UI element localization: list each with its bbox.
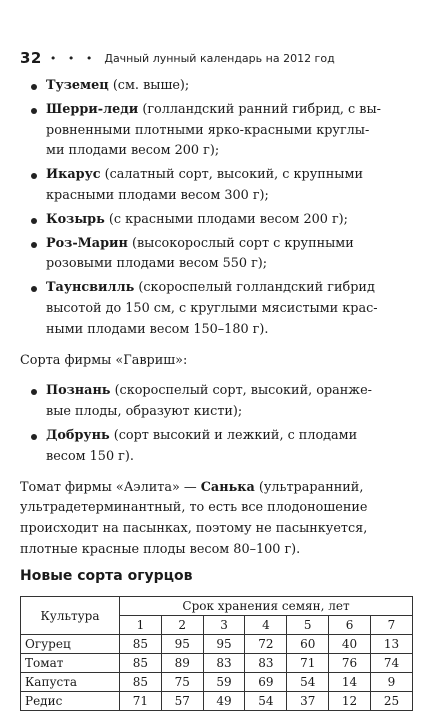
variety-name: Икарус — [46, 167, 101, 183]
value-cell: 54 — [245, 692, 287, 711]
table-body — [21, 635, 413, 711]
year-header: 3 — [203, 616, 245, 635]
year-header: 6 — [329, 616, 371, 635]
table-row — [21, 635, 413, 654]
variety-line: высотой до 150 см, с круглыми мясистыми крас- — [46, 300, 378, 316]
variety-line: ровненными плотными ярко-красными круглы- — [46, 122, 370, 138]
variety-item — [20, 76, 413, 97]
variety-line: ными плодами весом 150–180 г). — [46, 321, 269, 337]
variety-list-1 — [20, 76, 413, 341]
table-header-row — [21, 597, 413, 616]
variety-line: ми плодами весом 200 г); — [46, 143, 220, 159]
variety-item — [20, 381, 413, 423]
variety-item — [20, 100, 413, 162]
variety-name: Роз-Марин — [46, 235, 128, 251]
variety-description: (сорт высокий и лежкий, с плодами — [109, 427, 358, 443]
variety-line — [46, 100, 413, 121]
period-column-header: Срок хранения семян, лет — [120, 597, 413, 616]
table-row — [21, 673, 413, 692]
crop-cell: Редис — [21, 692, 120, 711]
variety-name: Козырь — [46, 211, 105, 227]
variety-name: Туземец — [46, 78, 109, 93]
value-cell: 49 — [203, 692, 245, 711]
aelita-line-1 — [20, 478, 413, 499]
value-cell: 85 — [120, 654, 162, 673]
year-header: 1 — [120, 616, 162, 635]
variety-line: вые плоды, образуют кисти); — [46, 404, 243, 420]
section-title: Новые сорта огурцов — [20, 568, 193, 584]
body-text — [20, 76, 413, 571]
variety-item — [20, 165, 413, 207]
value-cell: 25 — [370, 692, 412, 711]
variety-name: Познань — [46, 383, 111, 399]
variety-description: (голландский ранний гибрид, с вы- — [138, 101, 381, 117]
year-header: 7 — [370, 616, 412, 635]
variety-list-2 — [20, 381, 413, 467]
variety-name: Шерри-леди — [46, 101, 139, 117]
table-row — [21, 654, 413, 673]
variety-name: Таунсвилль — [46, 280, 135, 296]
crop-cell: Томат — [21, 654, 120, 673]
value-cell: 89 — [161, 654, 203, 673]
variety-description: (высокорослый сорт с крупными — [127, 235, 354, 251]
value-cell: 69 — [245, 673, 287, 692]
value-cell: 12 — [329, 692, 371, 711]
value-cell: 95 — [161, 635, 203, 654]
value-cell: 59 — [203, 673, 245, 692]
crop-cell: Капуста — [21, 673, 120, 692]
variety-item — [20, 210, 413, 231]
variety-item — [20, 234, 413, 276]
variety-item — [20, 426, 413, 468]
value-cell: 85 — [120, 635, 162, 654]
aelita-line-3: происходит на пасынках, поэтому не пасынкуется, — [20, 521, 368, 537]
aelita-line-1-rest: (ультраранний, — [254, 479, 364, 495]
aelita-variety-name: Санька — [200, 479, 255, 495]
variety-line — [46, 210, 413, 231]
variety-description: (см. выше); — [108, 78, 190, 93]
value-cell: 40 — [329, 635, 371, 654]
aelita-line-4: плотные красные плоды весом 80–100 г). — [20, 541, 301, 557]
variety-description: (скороспелый голландский гибрид — [134, 280, 375, 296]
header-dots: • • • — [49, 51, 97, 65]
variety-line: красными плодами весом 300 г); — [46, 187, 269, 203]
value-cell: 71 — [287, 654, 329, 673]
value-cell: 13 — [370, 635, 412, 654]
year-header: 5 — [287, 616, 329, 635]
value-cell: 14 — [329, 673, 371, 692]
variety-line — [46, 234, 413, 255]
crop-column-header: Культура — [21, 597, 120, 635]
aelita-paragraph — [20, 478, 413, 561]
value-cell: 9 — [370, 673, 412, 692]
aelita-prefix: Томат фирмы «Аэлита» — — [20, 479, 201, 495]
value-cell: 60 — [287, 635, 329, 654]
variety-description: (салатный сорт, высокий, с крупными — [100, 167, 363, 183]
variety-line — [46, 278, 413, 299]
variety-line: розовыми плодами весом 550 г); — [46, 256, 268, 272]
variety-description: (с красными плодами весом 200 г); — [104, 211, 348, 227]
variety-line — [46, 381, 413, 402]
variety-item — [20, 278, 413, 340]
year-header: 4 — [245, 616, 287, 635]
value-cell: 83 — [203, 654, 245, 673]
crop-cell: Огурец — [21, 635, 120, 654]
value-cell: 75 — [161, 673, 203, 692]
variety-line — [46, 76, 413, 97]
aelita-line-2: ультрадетерминантный, то есть все плодоношение — [20, 500, 368, 516]
value-cell: 72 — [245, 635, 287, 654]
header-title: Дачный лунный календарь на 2012 год — [104, 51, 335, 65]
value-cell: 57 — [161, 692, 203, 711]
variety-description: (скороспелый сорт, высокий, оранже- — [110, 383, 372, 399]
seed-storage-table — [20, 596, 413, 711]
running-header — [20, 45, 335, 71]
variety-line — [46, 165, 413, 186]
value-cell: 83 — [245, 654, 287, 673]
variety-line — [46, 426, 413, 447]
value-cell: 95 — [203, 635, 245, 654]
gavrish-intro: Сорта фирмы «Гавриш»: — [20, 352, 188, 368]
value-cell: 74 — [370, 654, 412, 673]
year-header: 2 — [161, 616, 203, 635]
variety-line: весом 150 г). — [46, 448, 134, 464]
value-cell: 76 — [329, 654, 371, 673]
page-number: 32 — [20, 49, 42, 67]
value-cell: 71 — [120, 692, 162, 711]
value-cell: 54 — [287, 673, 329, 692]
value-cell: 85 — [120, 673, 162, 692]
value-cell: 37 — [287, 692, 329, 711]
variety-name: Добрунь — [46, 427, 110, 443]
table-row — [21, 692, 413, 711]
